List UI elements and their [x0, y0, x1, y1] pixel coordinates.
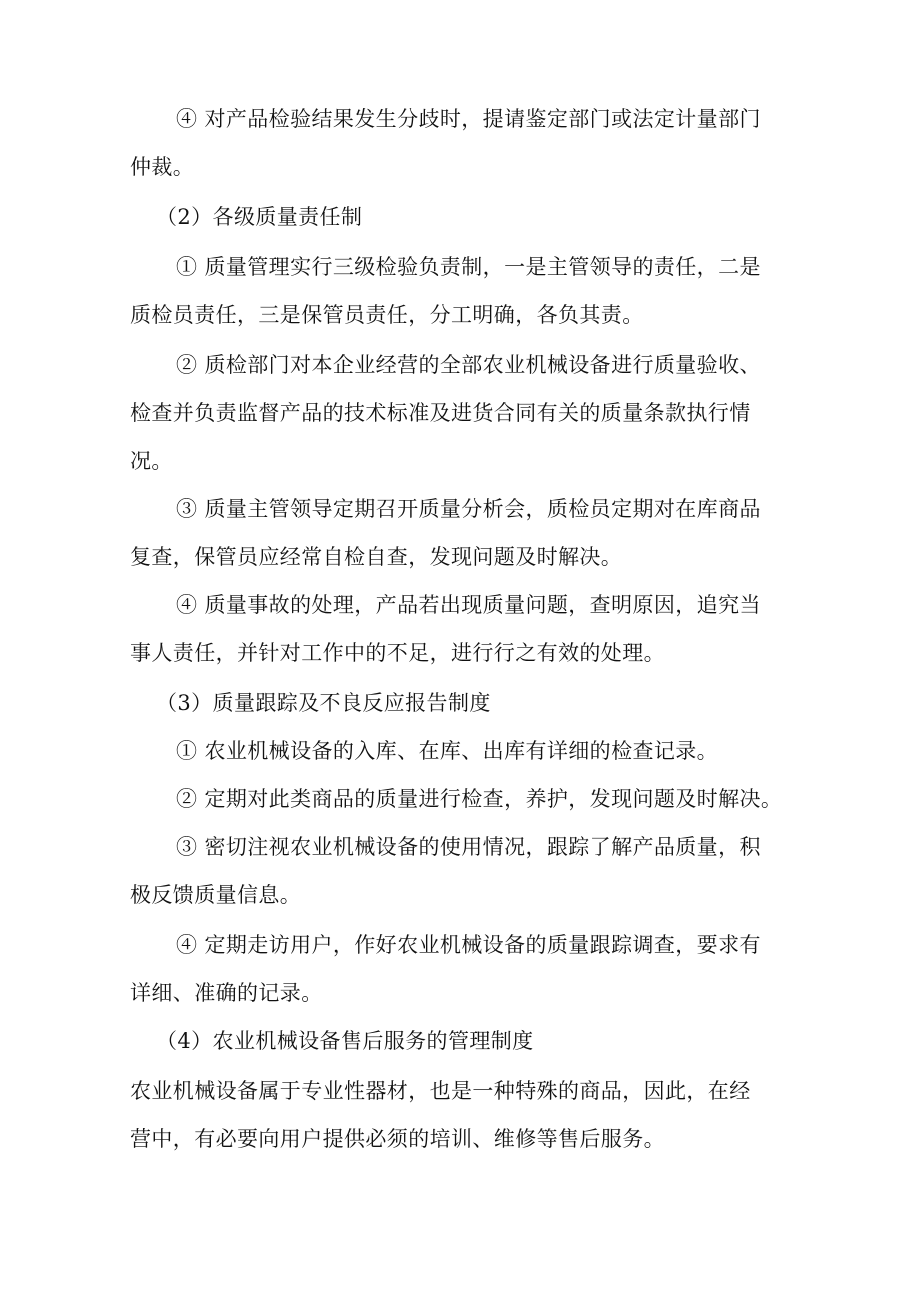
- section-heading: （3）质量跟踪及不良反应报告制度: [156, 691, 491, 715]
- paragraph-line: 详细、准确的记录。: [130, 981, 323, 1005]
- paragraph-line: ① 农业机械设备的入库、在库、出库有详细的检查记录。: [176, 739, 719, 763]
- paragraph-line: 质检员责任，三是保管员责任，分工明确，各负其责。: [130, 303, 644, 327]
- paragraph-line: ② 质检部门对本企业经营的全部农业机械设备进行质量验收、: [176, 353, 761, 377]
- paragraph-line: 极反馈质量信息。: [130, 883, 302, 907]
- paragraph-line: 营中，有必要向用户提供必须的培训、维修等售后服务。: [130, 1127, 665, 1151]
- paragraph-line: 事人责任，并针对工作中的不足，进行行之有效的处理。: [130, 641, 665, 665]
- paragraph-line: ③ 质量主管领导定期召开质量分析会，质检员定期对在库商品: [176, 497, 761, 521]
- paragraph-line: ④ 定期走访用户，作好农业机械设备的质量跟踪调查，要求有: [176, 933, 761, 957]
- section-heading: （2）各级质量责任制: [156, 205, 363, 229]
- paragraph-line: ④ 质量事故的处理，产品若出现质量问题，查明原因，追究当: [176, 593, 761, 617]
- paragraph-line: ④ 对产品检验结果发生分歧时，提请鉴定部门或法定计量部门: [176, 107, 761, 131]
- paragraph-line: 仲裁。: [130, 155, 195, 179]
- paragraph-line: ① 质量管理实行三级检验负责制，一是主管领导的责任，二是: [176, 255, 761, 279]
- paragraph-line: 检查并负责监督产品的技术标准及进货合同有关的质量条款执行情: [130, 401, 751, 425]
- paragraph-line: ③ 密切注视农业机械设备的使用情况，跟踪了解产品质量，积: [176, 835, 761, 859]
- paragraph-line: 况。: [130, 449, 173, 473]
- paragraph-line: 复查，保管员应经常自检自查，发现问题及时解决。: [130, 545, 623, 569]
- section-heading: （4）农业机械设备售后服务的管理制度: [156, 1029, 534, 1053]
- paragraph-line: ② 定期对此类商品的质量进行检查，养护，发现问题及时解决。: [176, 787, 783, 811]
- paragraph-line: 农业机械设备属于专业性器材，也是一种特殊的商品，因此，在经: [130, 1079, 751, 1103]
